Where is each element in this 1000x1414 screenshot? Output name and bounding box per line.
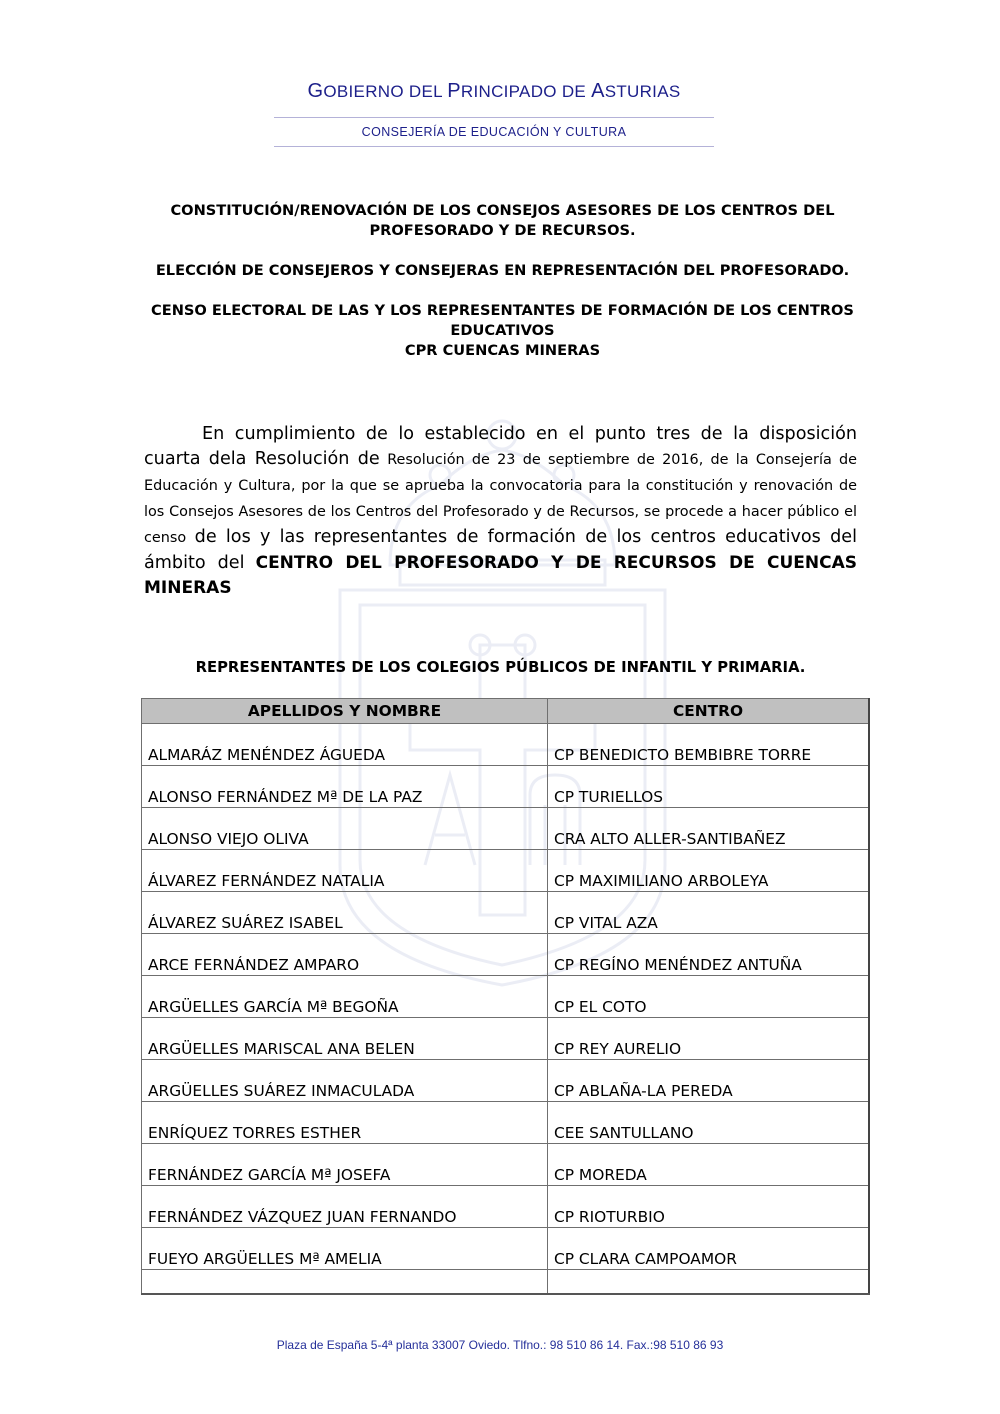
letterhead bbox=[274, 80, 714, 147]
column-header-name: APELLIDOS Y NOMBRE bbox=[142, 699, 548, 724]
cell-name bbox=[142, 1270, 548, 1295]
table-row bbox=[142, 934, 870, 976]
paragraph-part-3: de los y las representantes de formación de los centros educativos del ámbito del bbox=[144, 527, 857, 573]
cell-name: ALMARÁZ MENÉNDEZ ÁGUEDA bbox=[142, 724, 548, 766]
cell-name: ENRÍQUEZ TORRES ESTHER bbox=[142, 1102, 548, 1144]
title-cap: P bbox=[447, 80, 461, 102]
title-part: RINCIPADO DE bbox=[460, 82, 592, 101]
table-row bbox=[142, 724, 870, 766]
document-headings bbox=[140, 201, 865, 381]
cell-centro: CP REGÍNO MENÉNDEZ ANTUÑA bbox=[548, 934, 870, 976]
title-cap: G bbox=[307, 80, 324, 102]
department-subtitle: CONSEJERÍA DE EDUCACIÓN Y CULTURA bbox=[361, 125, 627, 139]
intro-paragraph bbox=[144, 422, 857, 601]
cell-centro: CP MAXIMILIANO ARBOLEYA bbox=[548, 850, 870, 892]
cell-centro: CRA ALTO ALLER-SANTIBAÑEZ bbox=[548, 808, 870, 850]
heading-census: CENSO ELECTORAL DE LAS Y LOS REPRESENTANTES DE FORMACIÓN DE LOS CENTROS EDUCATIVOS bbox=[151, 302, 854, 339]
cell-name: ARGÜELLES SUÁREZ INMACULADA bbox=[142, 1060, 548, 1102]
cell-centro: CP VITAL AZA bbox=[548, 892, 870, 934]
column-header-centro: CENTRO bbox=[548, 699, 870, 724]
letterhead-divider-top bbox=[274, 117, 714, 118]
government-title bbox=[274, 80, 714, 103]
letterhead-divider-bottom bbox=[274, 146, 714, 147]
cell-name: ALONSO VIEJO OLIVA bbox=[142, 808, 548, 850]
paragraph-part-2: Resolución de 23 de septiembre de 2016, de la Consejería de Educación y Cultura, por la que se aprueba la convocatoria para la constitución y renovación de los Consejos Asesores de los Centros del Profesorado y de Recursos, se procede a hacer público el censo bbox=[144, 452, 858, 546]
table-row bbox=[142, 1186, 870, 1228]
cell-centro: CP ABLAÑA-LA PEREDA bbox=[548, 1060, 870, 1102]
cell-name: ARGÜELLES MARISCAL ANA BELEN bbox=[142, 1018, 548, 1060]
title-part: OBIERNO DEL bbox=[323, 82, 448, 101]
cell-centro: CP BENEDICTO BEMBIBRE TORRE bbox=[548, 724, 870, 766]
census-table bbox=[141, 698, 870, 1295]
footer-address: Plaza de España 5-4ª planta 33007 Oviedo. Tlfno.: 98 510 86 14. Fax.:98 510 86 93 bbox=[276, 1338, 724, 1352]
cell-centro: CP RIOTURBIO bbox=[548, 1186, 870, 1228]
title-part: STURIAS bbox=[604, 82, 681, 101]
cell-name: ÁLVAREZ FERNÁNDEZ NATALIA bbox=[142, 850, 548, 892]
table-row bbox=[142, 1018, 870, 1060]
cell-name: ARCE FERNÁNDEZ AMPARO bbox=[142, 934, 548, 976]
table-row bbox=[142, 808, 870, 850]
table-row bbox=[142, 892, 870, 934]
paragraph-cpr-name: CENTRO DEL PROFESORADO Y DE RECURSOS DE CUENCAS MINERAS bbox=[144, 553, 857, 598]
table-row bbox=[142, 1144, 870, 1186]
cell-centro: CP MOREDA bbox=[548, 1144, 870, 1186]
table-header-row bbox=[142, 699, 870, 724]
title-cap: A bbox=[591, 80, 605, 102]
table-row bbox=[142, 1102, 870, 1144]
cell-name: FUEYO ARGÜELLES Mª AMELIA bbox=[142, 1228, 548, 1270]
cell-name: FERNÁNDEZ VÁZQUEZ JUAN FERNANDO bbox=[142, 1186, 548, 1228]
cell-centro: CEE SANTULLANO bbox=[548, 1102, 870, 1144]
table-row bbox=[142, 766, 870, 808]
table-row-empty bbox=[142, 1270, 870, 1295]
cell-centro: CP EL COTO bbox=[548, 976, 870, 1018]
cell-name: ÁLVAREZ SUÁREZ ISABEL bbox=[142, 892, 548, 934]
cell-centro: CP REY AURELIO bbox=[548, 1018, 870, 1060]
cell-name: ALONSO FERNÁNDEZ Mª DE LA PAZ bbox=[142, 766, 548, 808]
cell-centro: CP TURIELLOS bbox=[548, 766, 870, 808]
table-row bbox=[142, 1228, 870, 1270]
paragraph-part-1: En cumplimiento de lo establecido en el punto tres de la disposición cuarta dela Resolución de bbox=[144, 424, 857, 469]
heading-cpr: CPR CUENCAS MINERAS bbox=[404, 342, 601, 359]
heading-election: ELECCIÓN DE CONSEJEROS Y CONSEJERAS EN REPRESENTACIÓN DEL PROFESORADO. bbox=[155, 262, 850, 279]
cell-name: ARGÜELLES GARCÍA Mª BEGOÑA bbox=[142, 976, 548, 1018]
table-row bbox=[142, 1060, 870, 1102]
table-row bbox=[142, 976, 870, 1018]
cell-centro bbox=[548, 1270, 870, 1295]
heading-constitution: CONSTITUCIÓN/RENOVACIÓN DE LOS CONSEJOS ASESORES DE LOS CENTROS DEL PROFESORADO Y DE RECURSOS. bbox=[170, 202, 835, 239]
cell-name: FERNÁNDEZ GARCÍA Mª JOSEFA bbox=[142, 1144, 548, 1186]
section-title: REPRESENTANTES DE LOS COLEGIOS PÚBLICOS DE INFANTIL Y PRIMARIA. bbox=[195, 659, 806, 676]
table-row bbox=[142, 850, 870, 892]
cell-centro: CP CLARA CAMPOAMOR bbox=[548, 1228, 870, 1270]
